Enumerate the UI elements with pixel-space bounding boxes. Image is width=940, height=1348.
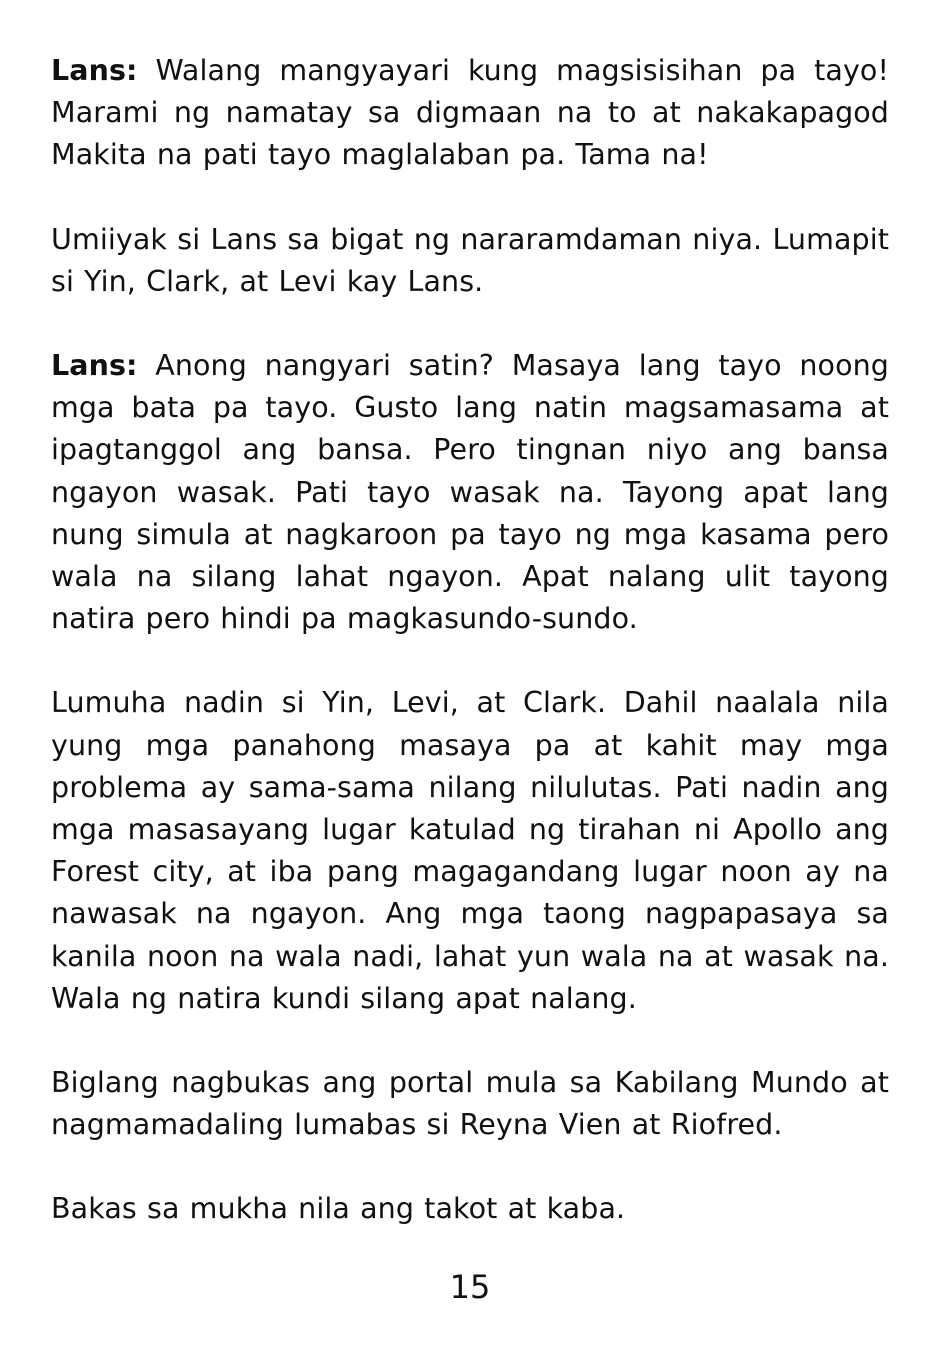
dialogue-text: Anong nangyari satin? Masaya lang tayo noong mga bata pa tayo. Gusto lang natin magsamasama at ipagtanggol ang bansa. Pero tingnan niyo ang bansa ngayon wasak. Pati tayo wasak na. Tayong apat lang nung simula at nagkaroon pa tayo ng mga kasama pero wala na silang lahat ngayon. Apat nalang ulit tayong natira pero hindi pa magkasundo-sundo. <box>51 349 889 636</box>
speaker-label: Lans: <box>51 54 138 87</box>
narration-text: Lumuha nadin si Yin, Levi, at Clark. Dahil naalala nila yung mga panahong masaya pa at kahit may mga problema ay sama-sama nilang nilulutas. Pati nadin ang mga masasayang lugar katulad ng tirahan ni Apollo ang Forest city, at iba pang magagandang lugar noon ay na nawasak na ngayon. Ang mga taong nagpapasaya sa kanila noon na wala nadi, lahat yun wala na at wasak na. Wala ng natira kundi silang apat nalang. <box>51 686 889 1015</box>
narration-paragraph-3 <box>51 1062 889 1146</box>
narration-text: Umiiyak si Lans sa bigat ng nararamdaman niya. Lumapit si Yin, Clark, at Levi kay Lans. <box>51 222 889 298</box>
narration-paragraph-4 <box>51 1188 889 1230</box>
page-body <box>51 50 889 1273</box>
narration-paragraph-2 <box>51 682 889 1020</box>
narration-text: Biglang nagbukas ang portal mula sa Kabilang Mundo at nagmamadaling lumabas si Reyna Vien at Riofred. <box>51 1066 889 1142</box>
dialogue-text: Walang mangyayari kung magsisisihan pa tayo! Marami ng namatay sa digmaan na to at nakakapagod Makita na pati tayo maglalaban pa. Tama na! <box>51 54 889 172</box>
dialogue-paragraph-lans-2 <box>51 345 889 640</box>
dialogue-paragraph-lans-1 <box>51 50 889 177</box>
narration-text: Bakas sa mukha nila ang takot at kaba. <box>51 1192 626 1226</box>
speaker-label: Lans: <box>51 349 138 383</box>
narration-paragraph-1 <box>51 219 889 303</box>
page-number: 15 <box>449 1268 491 1306</box>
